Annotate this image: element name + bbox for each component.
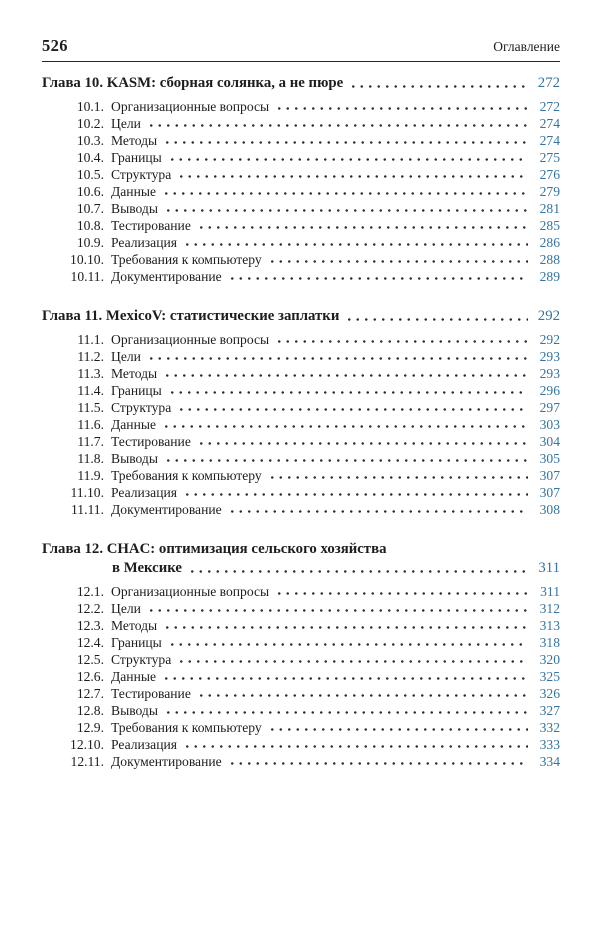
chapter-title: Глава 10. KASM: сборная солянка, а не пюре bbox=[42, 75, 344, 91]
entry-number: 11.5. bbox=[77, 400, 104, 415]
toc-entry bbox=[42, 331, 560, 348]
entry-page-number: 272 bbox=[539, 99, 560, 114]
entry-title: Реализация bbox=[111, 485, 177, 500]
chapter-title-row bbox=[42, 74, 560, 93]
toc-entry bbox=[42, 634, 560, 651]
entry-page-number: 274 bbox=[539, 133, 560, 148]
entry-page-number: 305 bbox=[539, 451, 560, 466]
entry-title: Выводы bbox=[111, 703, 158, 718]
entry-number: 10.5. bbox=[76, 167, 104, 182]
entry-title: Выводы bbox=[111, 451, 158, 466]
dot-leader bbox=[164, 200, 528, 217]
dot-leader bbox=[168, 634, 528, 651]
entry-number: 10.4. bbox=[76, 150, 104, 165]
toc-entry bbox=[42, 365, 560, 382]
dot-leader bbox=[177, 651, 528, 668]
toc-entry bbox=[42, 600, 560, 617]
entry-number: 10.9. bbox=[76, 235, 104, 250]
dot-leader bbox=[268, 251, 528, 268]
entry-title: Требования к компьютеру bbox=[111, 252, 262, 267]
dot-leader bbox=[275, 331, 528, 348]
dot-leader bbox=[168, 149, 528, 166]
dot-leader bbox=[197, 433, 528, 450]
entry-title: Реализация bbox=[111, 737, 177, 752]
dot-leader bbox=[345, 307, 528, 326]
entry-page-number: 311 bbox=[540, 584, 560, 599]
dot-leader bbox=[168, 382, 528, 399]
dot-leader bbox=[164, 450, 528, 467]
entry-number: 10.6. bbox=[76, 184, 104, 199]
entry-number: 10.10. bbox=[70, 252, 104, 267]
entry-page-number: 318 bbox=[539, 635, 560, 650]
page-header bbox=[42, 36, 560, 62]
entry-title: Методы bbox=[111, 366, 158, 381]
entry-title: Организационные вопросы bbox=[111, 332, 270, 347]
dot-leader bbox=[147, 348, 528, 365]
entry-title: Требования к компьютеру bbox=[111, 468, 262, 483]
dot-leader bbox=[197, 685, 528, 702]
entry-page-number: 276 bbox=[539, 167, 560, 182]
dot-leader bbox=[147, 115, 528, 132]
entry-number: 12.8. bbox=[76, 703, 104, 718]
entry-number: 11.8. bbox=[77, 451, 104, 466]
dot-leader bbox=[163, 365, 528, 382]
entry-title: Тестирование bbox=[111, 686, 191, 701]
toc-entry bbox=[42, 450, 560, 467]
entry-title: Структура bbox=[111, 167, 172, 182]
entry-title: Данные bbox=[111, 417, 157, 432]
entry-title: Документирование bbox=[111, 502, 222, 517]
entry-number: 12.2. bbox=[76, 601, 104, 616]
chapter-section bbox=[42, 540, 560, 770]
entry-number: 11.2. bbox=[77, 349, 104, 364]
entry-number: 11.6. bbox=[77, 417, 104, 432]
dot-leader bbox=[177, 399, 528, 416]
chapter-title: в Мексике bbox=[112, 560, 183, 576]
entry-page-number: 297 bbox=[539, 400, 560, 415]
toc-entry bbox=[42, 617, 560, 634]
chapter-section bbox=[42, 307, 560, 518]
dot-leader bbox=[162, 183, 528, 200]
entry-page-number: 286 bbox=[539, 235, 560, 250]
entry-number: 12.1. bbox=[76, 584, 104, 599]
dot-leader bbox=[349, 74, 528, 93]
entry-number: 11.10. bbox=[70, 485, 104, 500]
entry-page-number: 304 bbox=[539, 434, 560, 449]
entry-page-number: 313 bbox=[539, 618, 560, 633]
chapter-page-number: 292 bbox=[537, 308, 560, 324]
toc-entry bbox=[42, 268, 560, 285]
entry-title: Организационные вопросы bbox=[111, 99, 270, 114]
entry-number: 12.6. bbox=[76, 669, 104, 684]
toc-entry bbox=[42, 234, 560, 251]
chapter-page-number: 311 bbox=[538, 560, 560, 576]
toc-entry bbox=[42, 719, 560, 736]
dot-leader bbox=[147, 600, 528, 617]
entry-title: Цели bbox=[111, 116, 141, 131]
dot-leader bbox=[188, 559, 528, 578]
toc-entry bbox=[42, 501, 560, 518]
entry-title: Границы bbox=[111, 383, 162, 398]
dot-leader bbox=[275, 98, 528, 115]
toc-entry bbox=[42, 149, 560, 166]
toc-entry bbox=[42, 251, 560, 268]
entry-title: Данные bbox=[111, 184, 157, 199]
entry-number: 12.9. bbox=[76, 720, 104, 735]
entry-page-number: 312 bbox=[539, 601, 560, 616]
dot-leader bbox=[177, 166, 528, 183]
toc-entry bbox=[42, 467, 560, 484]
entry-page-number: 292 bbox=[539, 332, 560, 347]
chapter-title: Глава 11. MexicoV: статистические заплатки bbox=[42, 308, 340, 324]
dot-leader bbox=[163, 617, 528, 634]
entry-page-number: 307 bbox=[539, 485, 560, 500]
entry-title: Документирование bbox=[111, 754, 222, 769]
entry-page-number: 279 bbox=[539, 184, 560, 199]
entry-number: 12.10. bbox=[70, 737, 104, 752]
entry-page-number: 288 bbox=[539, 252, 560, 267]
entry-number: 11.9. bbox=[77, 468, 104, 483]
chapter-title-row bbox=[42, 559, 560, 578]
entry-number: 11.7. bbox=[77, 434, 104, 449]
running-title: Оглавление bbox=[493, 39, 560, 54]
toc-entry bbox=[42, 217, 560, 234]
entry-number: 12.3. bbox=[76, 618, 104, 633]
entry-page-number: 303 bbox=[539, 417, 560, 432]
toc-entry bbox=[42, 98, 560, 115]
toc-entry bbox=[42, 115, 560, 132]
toc-entry bbox=[42, 651, 560, 668]
entry-title: Цели bbox=[111, 349, 141, 364]
entry-number: 11.11. bbox=[71, 502, 104, 517]
entry-page-number: 296 bbox=[539, 383, 560, 398]
toc bbox=[42, 74, 560, 770]
toc-entry bbox=[42, 433, 560, 450]
dot-leader bbox=[183, 484, 528, 501]
entry-title: Реализация bbox=[111, 235, 177, 250]
entry-page-number: 327 bbox=[539, 703, 560, 718]
entry-page-number: 332 bbox=[539, 720, 560, 735]
dot-leader bbox=[163, 132, 528, 149]
entry-number: 10.2. bbox=[76, 116, 104, 131]
dot-leader bbox=[197, 217, 528, 234]
dot-leader bbox=[228, 753, 528, 770]
entry-number: 12.5. bbox=[76, 652, 104, 667]
entry-title: Методы bbox=[111, 618, 158, 633]
entry-title: Документирование bbox=[111, 269, 222, 284]
dot-leader bbox=[183, 736, 528, 753]
entry-page-number: 275 bbox=[539, 150, 560, 165]
entry-page-number: 320 bbox=[539, 652, 560, 667]
entry-page-number: 307 bbox=[539, 468, 560, 483]
entry-number: 12.7. bbox=[76, 686, 104, 701]
entry-title: Методы bbox=[111, 133, 158, 148]
entry-number: 10.11. bbox=[70, 269, 104, 284]
entry-title: Границы bbox=[111, 635, 162, 650]
entry-page-number: 274 bbox=[539, 116, 560, 131]
entry-title: Выводы bbox=[111, 201, 158, 216]
entry-number: 11.4. bbox=[77, 383, 104, 398]
toc-entry bbox=[42, 399, 560, 416]
entry-number: 10.3. bbox=[76, 133, 104, 148]
entry-page-number: 325 bbox=[539, 669, 560, 684]
chapter-page-number: 272 bbox=[537, 75, 560, 91]
entry-page-number: 334 bbox=[539, 754, 560, 769]
chapter-title: Глава 12. CHAC: оптимизация сельского хозяйства bbox=[42, 541, 387, 557]
entry-title: Организационные вопросы bbox=[111, 584, 270, 599]
entry-page-number: 308 bbox=[539, 502, 560, 517]
entry-title: Требования к компьютеру bbox=[111, 720, 262, 735]
entry-page-number: 293 bbox=[539, 366, 560, 381]
entry-title: Данные bbox=[111, 669, 157, 684]
dot-leader bbox=[268, 467, 528, 484]
toc-entry bbox=[42, 132, 560, 149]
toc-entry bbox=[42, 668, 560, 685]
dot-leader bbox=[164, 702, 528, 719]
toc-entry bbox=[42, 583, 560, 600]
toc-entry bbox=[42, 685, 560, 702]
entry-title: Тестирование bbox=[111, 434, 191, 449]
toc-entry bbox=[42, 736, 560, 753]
dot-leader bbox=[228, 501, 528, 518]
entry-title: Цели bbox=[111, 601, 141, 616]
chapter-title-row bbox=[42, 540, 560, 559]
entry-number: 11.3. bbox=[77, 366, 104, 381]
entry-page-number: 289 bbox=[539, 269, 560, 284]
chapter-title-row bbox=[42, 307, 560, 326]
entry-title: Структура bbox=[111, 652, 172, 667]
entry-page-number: 285 bbox=[539, 218, 560, 233]
dot-leader bbox=[162, 416, 528, 433]
entry-number: 11.1. bbox=[77, 332, 104, 347]
dot-leader bbox=[275, 583, 528, 600]
toc-entry bbox=[42, 416, 560, 433]
entry-number: 10.1. bbox=[76, 99, 104, 114]
toc-entry bbox=[42, 702, 560, 719]
chapter-section bbox=[42, 74, 560, 285]
folio-page-number: 526 bbox=[42, 36, 68, 55]
entry-page-number: 293 bbox=[539, 349, 560, 364]
entry-page-number: 333 bbox=[539, 737, 560, 752]
entry-number: 12.4. bbox=[76, 635, 104, 650]
dot-leader bbox=[228, 268, 528, 285]
toc-entry bbox=[42, 200, 560, 217]
entry-number: 12.11. bbox=[70, 754, 104, 769]
entry-title: Тестирование bbox=[111, 218, 191, 233]
toc-entry bbox=[42, 183, 560, 200]
toc-entry bbox=[42, 753, 560, 770]
toc-entry bbox=[42, 484, 560, 501]
toc-entry bbox=[42, 348, 560, 365]
entry-number: 10.7. bbox=[76, 201, 104, 216]
entry-title: Границы bbox=[111, 150, 162, 165]
toc-entry bbox=[42, 166, 560, 183]
toc-entry bbox=[42, 382, 560, 399]
entry-page-number: 281 bbox=[539, 201, 560, 216]
entry-number: 10.8. bbox=[76, 218, 104, 233]
dot-leader bbox=[183, 234, 528, 251]
entry-title: Структура bbox=[111, 400, 172, 415]
dot-leader bbox=[162, 668, 528, 685]
dot-leader bbox=[268, 719, 528, 736]
entry-page-number: 326 bbox=[539, 686, 560, 701]
